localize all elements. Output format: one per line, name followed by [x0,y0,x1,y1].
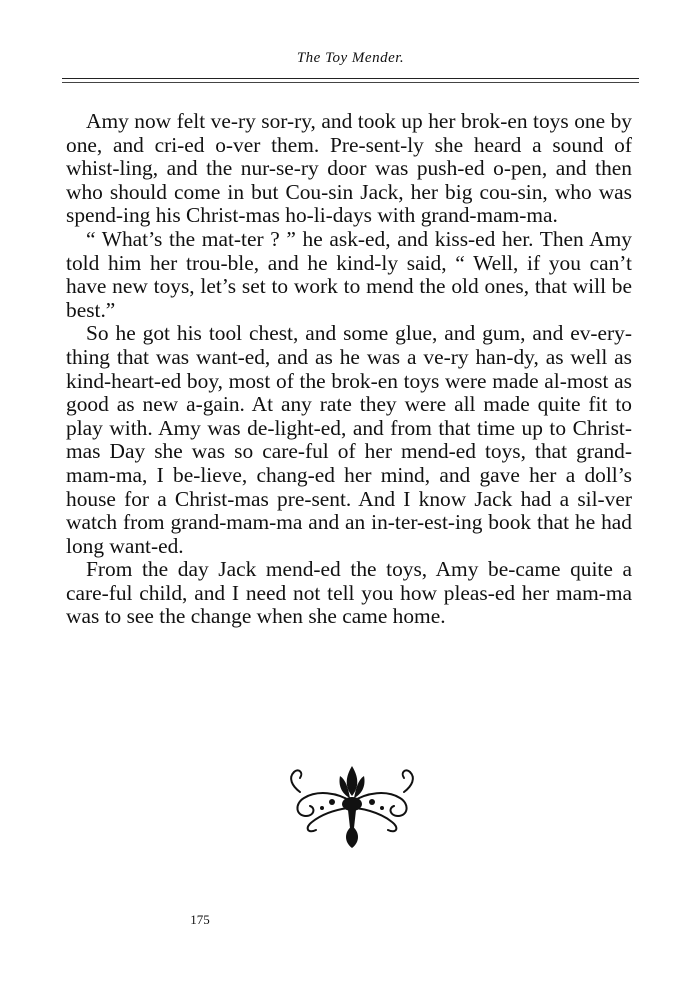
paragraph-2: “ What’s the mat-ter ? ” he ask-ed, and kiss-ed her. Then Amy told him her trou-ble, and he kind-ly said, “ Well, if you can’t have new toys, let’s set to work to mend the old ones, that will be best.” [66,226,632,322]
header-rule [62,78,639,79]
paragraph-3: So he got his tool chest, and some glue, and gum, and ev-ery-thing that was want-ed, and as he was a ve-ry han-dy, as well as kind-heart-ed boy, most of the brok-en toys were made al-most as good as new a-gain. At any rate they were all made quite fit to play with. Amy was de-light-ed, and from that time up to Christ-mas Day she was so care-ful of her mend-ed toys, that grand-mam-ma, I be-lieve, chang-ed her mind, and gave her a doll’s house for a Christ-mas pre-sent. And I know Jack had a sil-ver watch from grand-mam-ma and an in-ter-est-ing book that he had long want-ed. [66,321,632,558]
body-text [66,110,632,629]
floral-vignette-icon [282,762,422,852]
page-number: 175 [190,912,210,927]
running-header: The Toy Mender. [296,50,405,66]
paragraph-4: From the day Jack mend-ed the toys, Amy be-came quite a care-ful child, and I need not tell you how pleas-ed her mam-ma was to see the change when she came home. [66,557,632,629]
header-rule-thin [62,82,639,83]
paragraph-1: Amy now felt ve-ry sor-ry, and took up her brok-en toys one by one, and cri-ed o-ver them. Pre-sent-ly she heard a sound of whist-ling, and the nur-se-ry door was push-ed o-pen, and then who should come in but Cou-sin Jack, her big cou-sin, who was spend-ing his Christ-mas ho-li-days with grand-mam-ma. [66,109,632,228]
